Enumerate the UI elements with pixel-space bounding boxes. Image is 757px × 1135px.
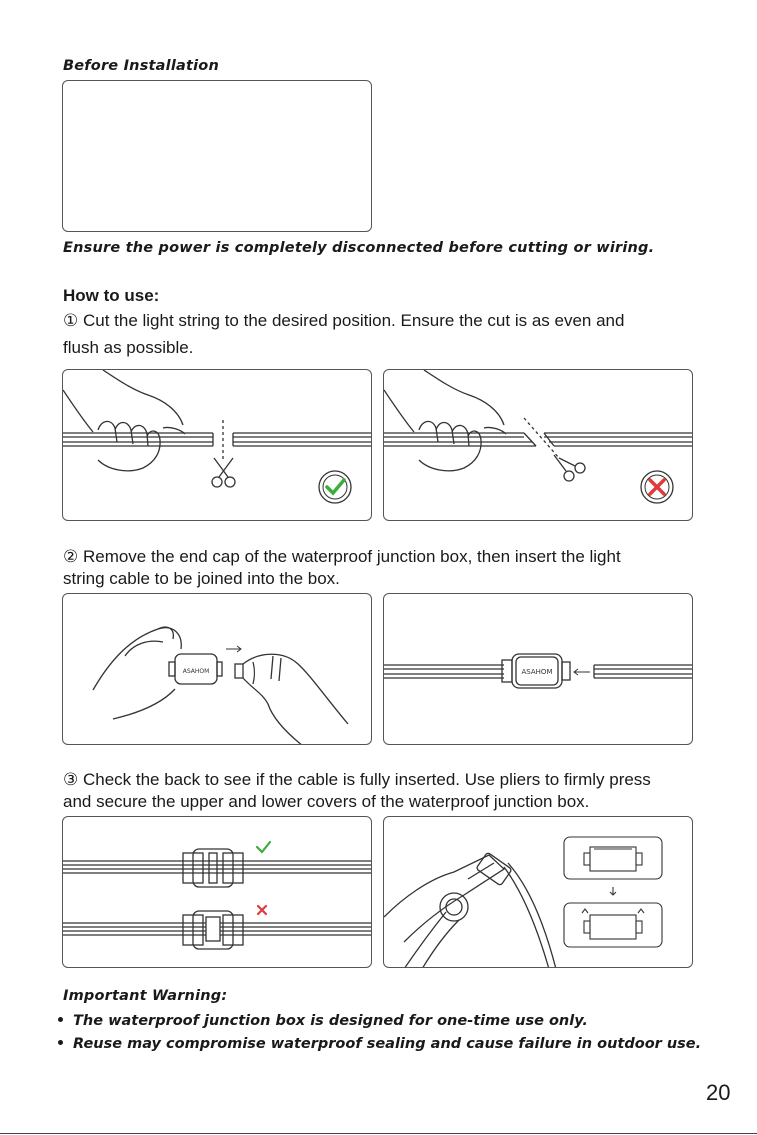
remove-cap-illustration: [63, 594, 372, 745]
wrong-cut-illustration: [384, 370, 693, 521]
important-warning-title: Important Warning:: [63, 988, 228, 1004]
blank-image-panel: [62, 80, 372, 232]
how-to-use-title: How to use:: [63, 286, 160, 305]
step-3-line-2: and secure the upper and lower covers of the waterproof junction box.: [63, 792, 590, 811]
check-icon: [257, 842, 270, 852]
step-2-remove-cap-panel: [62, 593, 372, 745]
step-3-check-insert-panel: [62, 816, 372, 968]
step-1-text: [63, 308, 624, 360]
step-2-line-1: ② Remove the end cap of the waterproof junction box, then insert the light: [63, 547, 621, 566]
scissors-icon: [212, 458, 235, 487]
warning-item-text: The waterproof junction box is designed for one-time use only.: [73, 1013, 588, 1029]
step-1-line-1: ① Cut the light string to the desired position. Ensure the cut is as even and: [63, 311, 625, 330]
cross-icon: [641, 471, 673, 503]
warning-item: [58, 1013, 588, 1029]
check-insert-illustration: [63, 817, 372, 968]
warning-item: [58, 1036, 701, 1052]
warning-item-text: Reuse may compromise waterproof sealing and cause failure in outdoor use.: [73, 1036, 702, 1052]
step-2-insert-cable-panel: [383, 593, 693, 745]
check-icon: [319, 471, 351, 503]
hand-icon: [63, 370, 185, 471]
step-1-line-2: flush as possible.: [63, 338, 194, 357]
arrow-icon: [226, 646, 241, 652]
junction-box-brand: ASAHOM: [182, 668, 210, 675]
step-1-wrong-cut-panel: [383, 369, 693, 521]
press-cover-illustration: [384, 817, 693, 968]
hand-icon: [384, 370, 506, 471]
pliers-icon: [384, 852, 556, 968]
step-3-press-cover-panel: [383, 816, 693, 968]
section-title-before-installation: Before Installation: [63, 58, 219, 74]
bullet-icon: [58, 1017, 63, 1022]
junction-box-brand: ASAHOM: [521, 668, 553, 676]
step-3-line-1: ③ Check the back to see if the cable is fully inserted. Use pliers to firmly press: [63, 770, 651, 789]
page-number: 20: [706, 1080, 731, 1105]
step-1-correct-cut-panel: [62, 369, 372, 521]
step-2-line-2: string cable to be joined into the box.: [63, 569, 340, 588]
power-disconnect-notice: Ensure the power is completely disconnected before cutting or wiring.: [63, 240, 655, 256]
scissors-icon: [554, 455, 585, 481]
hand-icon: [93, 627, 181, 719]
step-3-text: [63, 767, 651, 814]
bottom-rule: [0, 1133, 757, 1134]
hand-icon: [235, 654, 348, 745]
correct-cut-illustration: [63, 370, 372, 521]
arrow-icon: [574, 669, 590, 675]
step-2-text: [63, 544, 621, 591]
cross-icon: [258, 906, 266, 914]
insert-cable-illustration: [384, 594, 693, 745]
bullet-icon: [58, 1040, 63, 1045]
